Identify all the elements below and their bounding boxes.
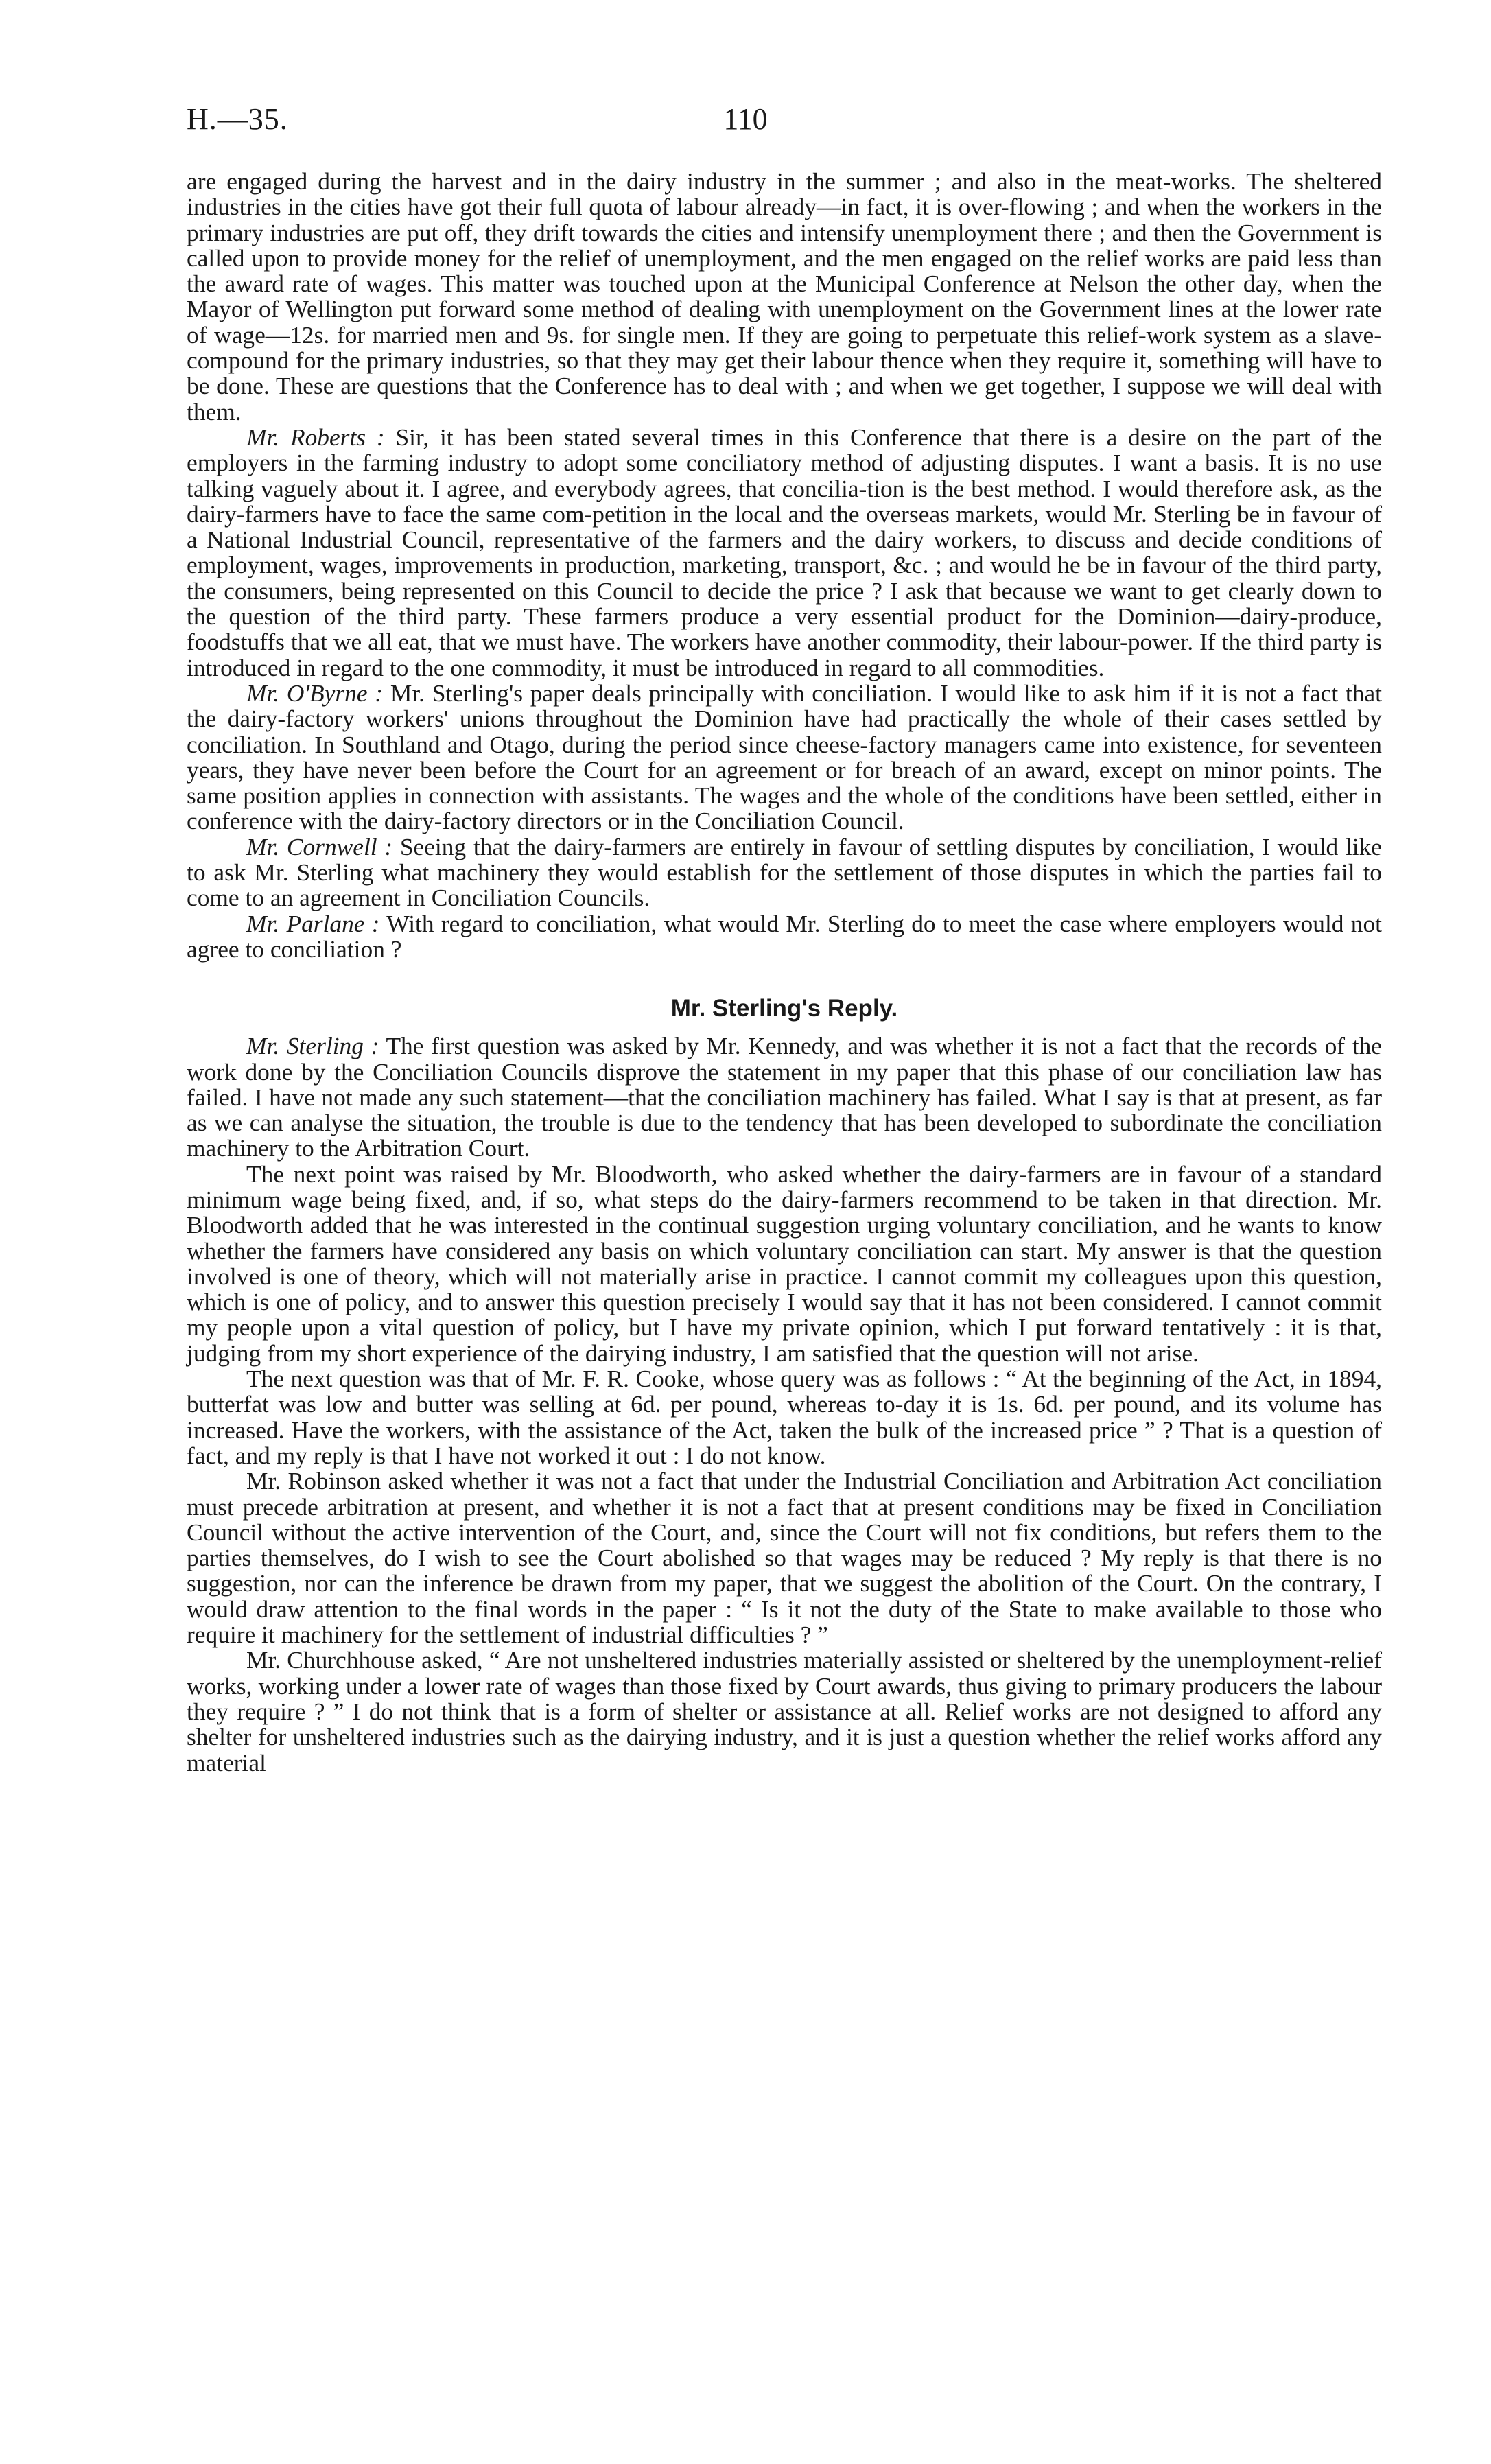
paragraph-obyrne [187, 681, 1382, 834]
speaker-name: Mr. Cornwell : [246, 832, 393, 860]
page-number: 110 [723, 102, 768, 136]
paragraph-parlane [187, 911, 1382, 963]
paragraph-text: With regard to conciliation, what would Mr. Sterling do to meet the case where employers would not agree to conciliation ? [187, 909, 1382, 963]
document-body [187, 169, 1382, 1776]
paragraph-continuation [187, 169, 1382, 425]
paragraph-text: The next point was raised by Mr. Bloodworth, who asked whether the dairy-farmers are in favour of a standard minimum wage being fixed, and, if so, what steps do the dairy-farmers recommend to be taken in that direction. Mr. Bloodworth added that he was interested in the continual suggestion urging voluntary conciliation, and he wants to know whether the farmers have considered any basis on which voluntary conciliation can start. My answer is that the question involved is one of theory, which will not materially arise in practice. I cannot commit my colleagues upon this question, which is one of policy, and to answer this question precisely I would say that it has not been considered. I cannot commit my people upon a vital question of policy, but I have my private opinion, which I put forward tentatively : it is that, judging from my short experience of the dairying industry, I am satisfied that the question will not arise. [187, 1160, 1382, 1367]
speaker-name: Mr. Roberts : [246, 423, 385, 451]
paragraph-cornwell [187, 834, 1382, 911]
section-heading: Mr. Sterling's Reply. [670, 995, 898, 1022]
paragraph-text: Mr. Robinson asked whether it was not a fact that under the Industrial Conciliation and Arbitration Act conciliation must precede arbitration at present, and whether it is not a fact that at present conditions may be fixed in Conciliation Council without the active intervention of the Court, and, since the Court will not fix conditions, but refers them to the parties themselves, do I wish to see the Court abolished so that wages may be reduced ? My reply is that there is no suggestion, nor can the inference be drawn from my paper, that we suggest the abolition of the Court. On the contrary, I would draw attention to the final words in the paper : “ Is it not the duty of the State to make available to those who require it machinery for the settlement of industrial difficulties ? ” [187, 1467, 1382, 1649]
speaker-name: Mr. Parlane : [246, 909, 380, 937]
paragraph-text: Sir, it has been stated several times in this Conference that there is a desire on the part of the employers in the farming industry to adopt some conciliatory method of adjusting disputes. I want a basis. It is no use talking vaguely about it. I agree, and everybody agrees, that concilia-tion is the best method. I would therefore ask, as the dairy-farmers have to face the same com-petition in the local and the overseas markets, would Mr. Sterling be in favour of a National Industrial Council, representative of the farmers and the dairy workers, to discuss and decide conditions of employment, wages, improvements in production, marketing, transport, &c. ; and would he be in favour of the third party, the consumers, being represented on this Council to decide the price ? I ask that because we want to get clearly down to the question of the third party. These farmers produce a very essential product for the Dominion—dairy-produce, foodstuffs that we all eat, that we must have. The workers have another commodity, their labour-power. If the third party is introduced in regard to the one commodity, it must be introduced in regard to all commodities. [187, 423, 1382, 681]
paragraph-text: are engaged during the harvest and in the dairy industry in the summer ; and also in the meat-works. The sheltered industries in the cities have got their full quota of labour already—in fact, it is over-flowing ; and when the workers in the primary industries are put off, they drift towards the cities and intensify unemployment there ; and then the Government is called upon to provide money for the relief of unemployment, and the men engaged on the relief works are paid less than the award rate of wages. This matter was touched upon at the Municipal Conference at Nelson the other day, when the Mayor of Wellington put forward some method of dealing with unemployment on the Government lines at the lower rate of wage—12s. for married men and 9s. for single men. If they are going to perpetuate this relief-work system as a slave-compound for the primary industries, so that they may get their labour thence when they require it, something will have to be done. These are questions that the Conference has to deal with ; and when we get together, I suppose we will deal with them. [187, 167, 1382, 425]
paragraph-roberts [187, 425, 1382, 681]
paragraph-churchhouse-answer [187, 1647, 1382, 1775]
speaker-name: Mr. O'Byrne : [246, 679, 384, 707]
paragraph-text: Mr. Sterling's paper deals principally with conciliation. I would like to ask him if it is not a fact that the dairy-factory workers' unions throughout the Dominion have had practically the whole of their cases settled by conciliation. In Southland and Otago, during the period since cheese-factory managers came into existence, for seventeen years, they have never been before the Court for an agreement or for breach of an award, except on minor points. The same position applies in connection with assistants. The wages and the whole of the conditions have been settled, either in conference with the dairy-factory directors or in the Conciliation Council. [187, 679, 1383, 835]
paragraph-text: The first question was asked by Mr. Kennedy, and was whether it is not a fact that the records of the work done by the Conciliation Councils disprove the statement in my paper that this phase of our conciliation law has failed. I have not made any such statement—that the conciliation machinery has failed. What I say is that at present, as far as we can analyse the situation, the trouble is due to the tendency that has been developed to subordinate the conciliation machinery to the Arbitration Court. [187, 1032, 1382, 1162]
document-reference: H.—35. [187, 102, 288, 136]
paragraph-robinson-answer [187, 1468, 1382, 1647]
paragraph-sterling [187, 1033, 1382, 1161]
speaker-name: Mr. Sterling : [246, 1032, 379, 1060]
paragraph-bloodworth-answer [187, 1162, 1382, 1366]
page-header [187, 102, 1304, 150]
paragraph-text: Seeing that the dairy-farmers are entirely in favour of settling disputes by conciliation, I would like to ask Mr. Sterling what machinery they would establish for the settlement of those disputes in which the parties fail to come to an agreement in Conciliation Councils. [187, 832, 1382, 912]
paragraph-text: The next question was that of Mr. F. R. Cooke, whose query was as follows : “ At the beginning of the Act, in 1894, butterfat was low and butter was selling at 6d. per pound, whereas to-day it is 1s. 6d. per pound, and its volume has increased. Have the workers, with the assistance of the Act, taken the bulk of the increased price ” ? That is a question of fact, and my reply is that I have not worked it out : I do not know. [187, 1365, 1382, 1469]
paragraph-text: Mr. Churchhouse asked, “ Are not unsheltered industries materially assisted or sheltered by the unemployment-relief works, working under a lower rate of wages than those fixed by Court awards, thus giving to primary producers the labour they require ? ” I do not think that is a form of shelter or assistance at all. Relief works are not designed to afford any shelter for unsheltered industries such as the dairying industry, and it is just a question whether the relief works afford any material [187, 1646, 1382, 1776]
paragraph-cooke-answer [187, 1366, 1382, 1468]
